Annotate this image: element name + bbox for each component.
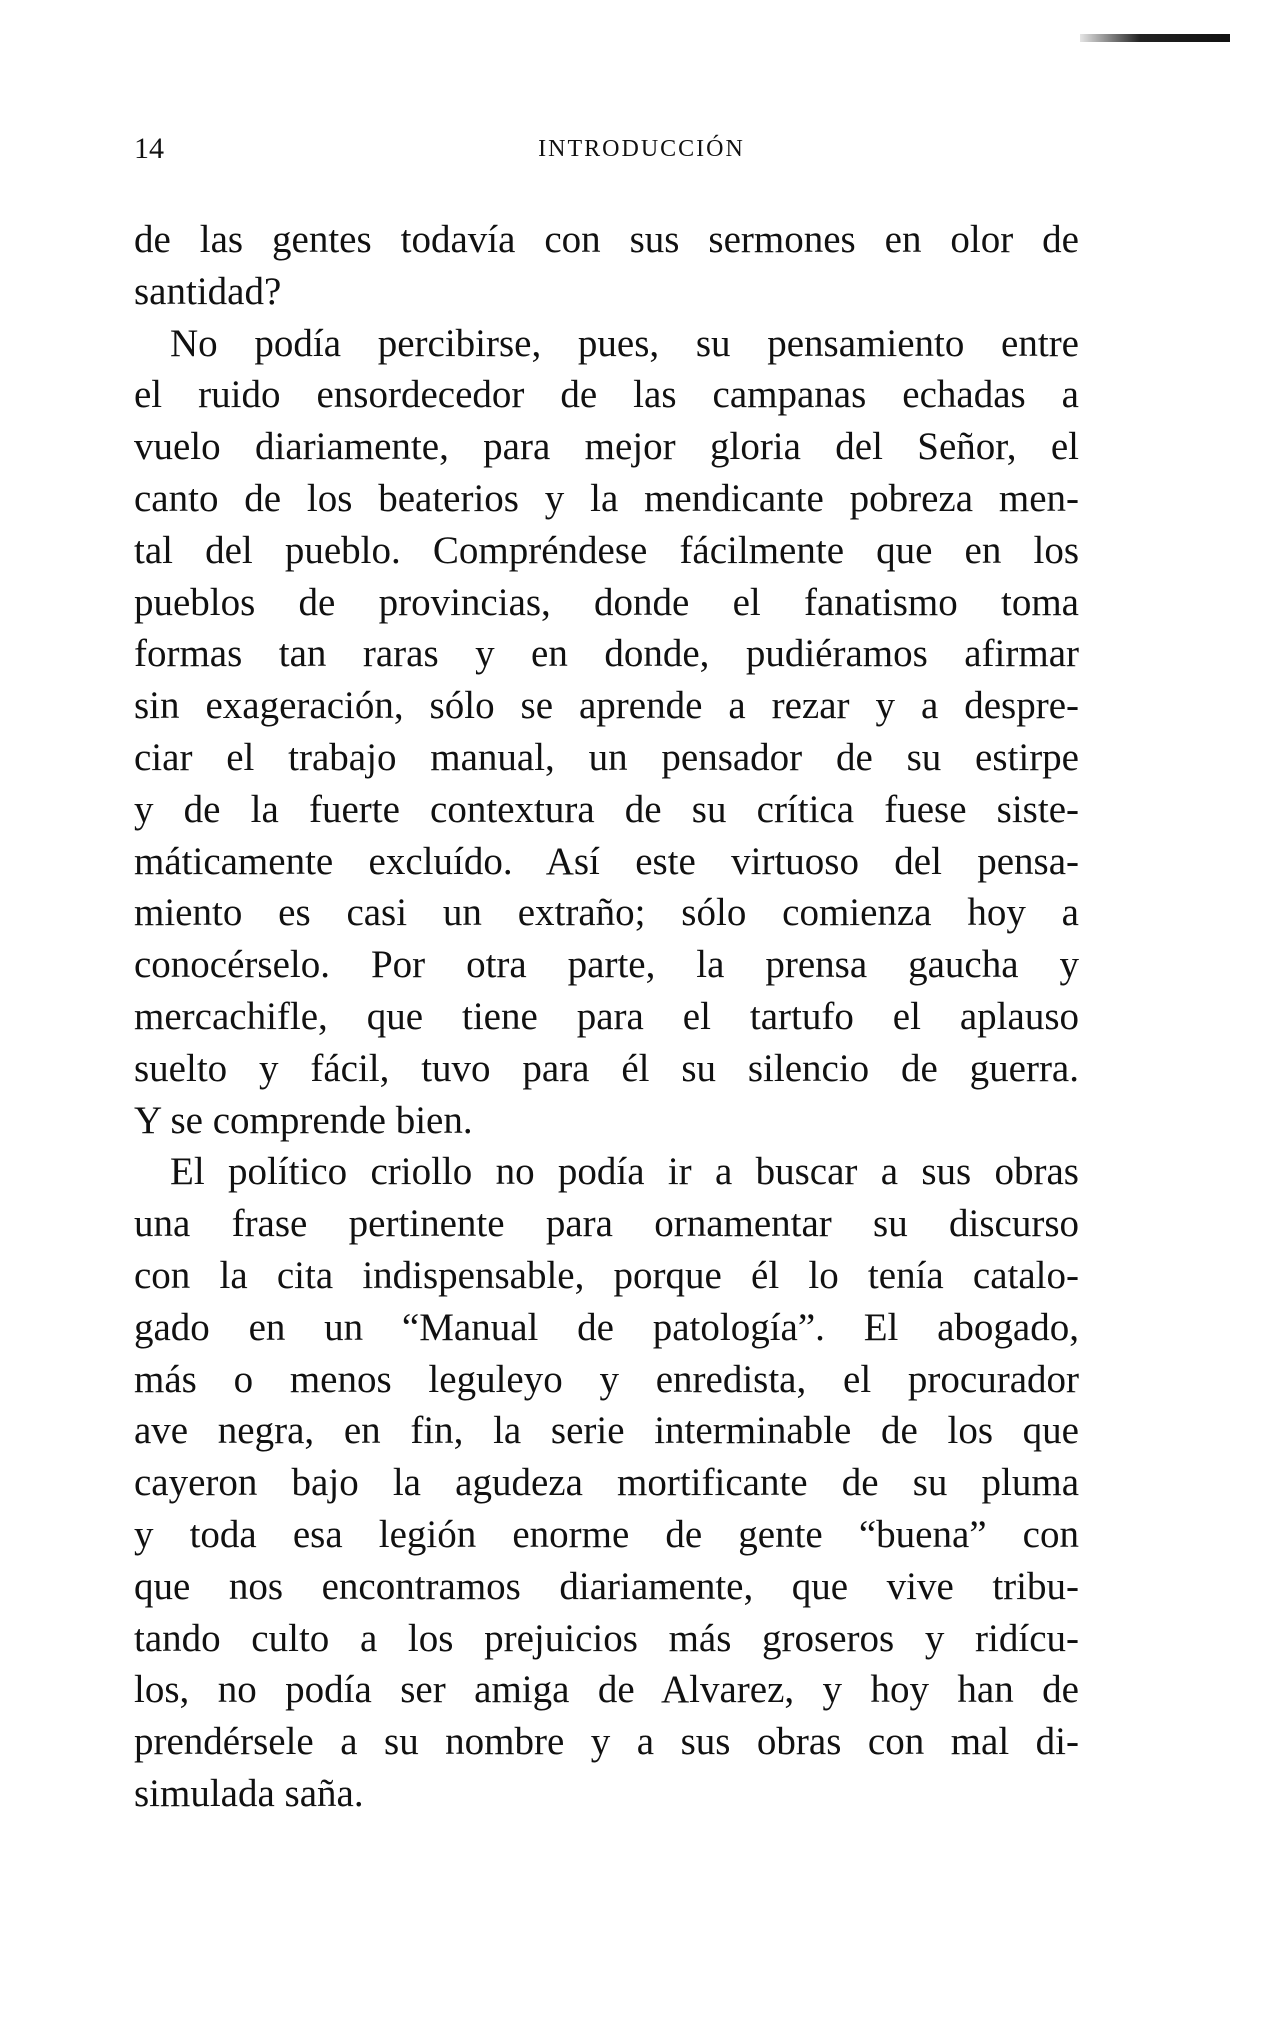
text-line: y de la fuerte contextura de su crítica fuese siste- bbox=[134, 787, 1079, 831]
text-line: vuelo diariamente, para mejor gloria del Señor, el bbox=[134, 425, 1079, 469]
text-line: con la cita indispensable, porque él lo tenía catalo- bbox=[134, 1253, 1079, 1297]
text-line: y toda esa legión enorme de gente “buena” con bbox=[134, 1512, 1079, 1556]
text-line: El político criollo no podía ir a buscar a sus obras bbox=[170, 1150, 1079, 1194]
text-line: Y se comprende bien. bbox=[134, 1098, 473, 1142]
text-line: simulada saña. bbox=[134, 1771, 364, 1815]
text-line: No podía percibirse, pues, su pensamiento entre bbox=[170, 321, 1079, 365]
text-line: ave negra, en fin, la serie interminable de los que bbox=[134, 1409, 1079, 1453]
text-line: suelto y fácil, tuvo para él su silencio de guerra. bbox=[134, 1046, 1079, 1090]
text-line: santidad? bbox=[134, 269, 282, 313]
text-line: conocérselo. Por otra parte, la prensa gaucha y bbox=[134, 943, 1079, 987]
text-line: tal del pueblo. Compréndese fácilmente que en los bbox=[134, 528, 1079, 572]
scan-edge-mark bbox=[1080, 34, 1230, 42]
text-line: que nos encontramos diariamente, que vive tribu- bbox=[134, 1564, 1079, 1608]
text-line: prendérsele a su nombre y a sus obras con mal di- bbox=[134, 1720, 1079, 1764]
text-line: miento es casi un extraño; sólo comienza hoy a bbox=[134, 891, 1079, 935]
text-line: máticamente excluído. Así este virtuoso del pensa- bbox=[134, 839, 1079, 883]
text-line: los, no podía ser amiga de Alvarez, y hoy han de bbox=[134, 1668, 1079, 1712]
text-line: el ruido ensordecedor de las campanas echadas a bbox=[134, 373, 1079, 417]
text-line: más o menos leguleyo y enredista, el procurador bbox=[134, 1357, 1079, 1401]
text-line: formas tan raras y en donde, pudiéramos afirmar bbox=[134, 632, 1079, 676]
text-line: de las gentes todavía con sus sermones en olor de bbox=[134, 218, 1079, 261]
text-line: una frase pertinente para ornamentar su discurso bbox=[134, 1202, 1079, 1246]
text-line: pueblos de provincias, donde el fanatismo toma bbox=[134, 580, 1079, 624]
text-line: cayeron bajo la agudeza mortificante de su pluma bbox=[134, 1461, 1079, 1505]
text-line: tando culto a los prejuicios más groseros y ridícu- bbox=[134, 1616, 1079, 1660]
running-title: INTRODUCCIÓN bbox=[538, 136, 745, 162]
text-line: gado en un “Manual de patología”. El abogado, bbox=[134, 1305, 1079, 1349]
body-text bbox=[134, 214, 1079, 1820]
text-line: ciar el trabajo manual, un pensador de su estirpe bbox=[134, 735, 1079, 779]
page-number: 14 bbox=[134, 132, 164, 165]
text-line: mercachifle, que tiene para el tartufo el aplauso bbox=[134, 994, 1079, 1038]
text-line: canto de los beaterios y la mendicante pobreza men- bbox=[134, 476, 1079, 520]
text-line: sin exageración, sólo se aprende a rezar y a despre- bbox=[134, 684, 1079, 728]
